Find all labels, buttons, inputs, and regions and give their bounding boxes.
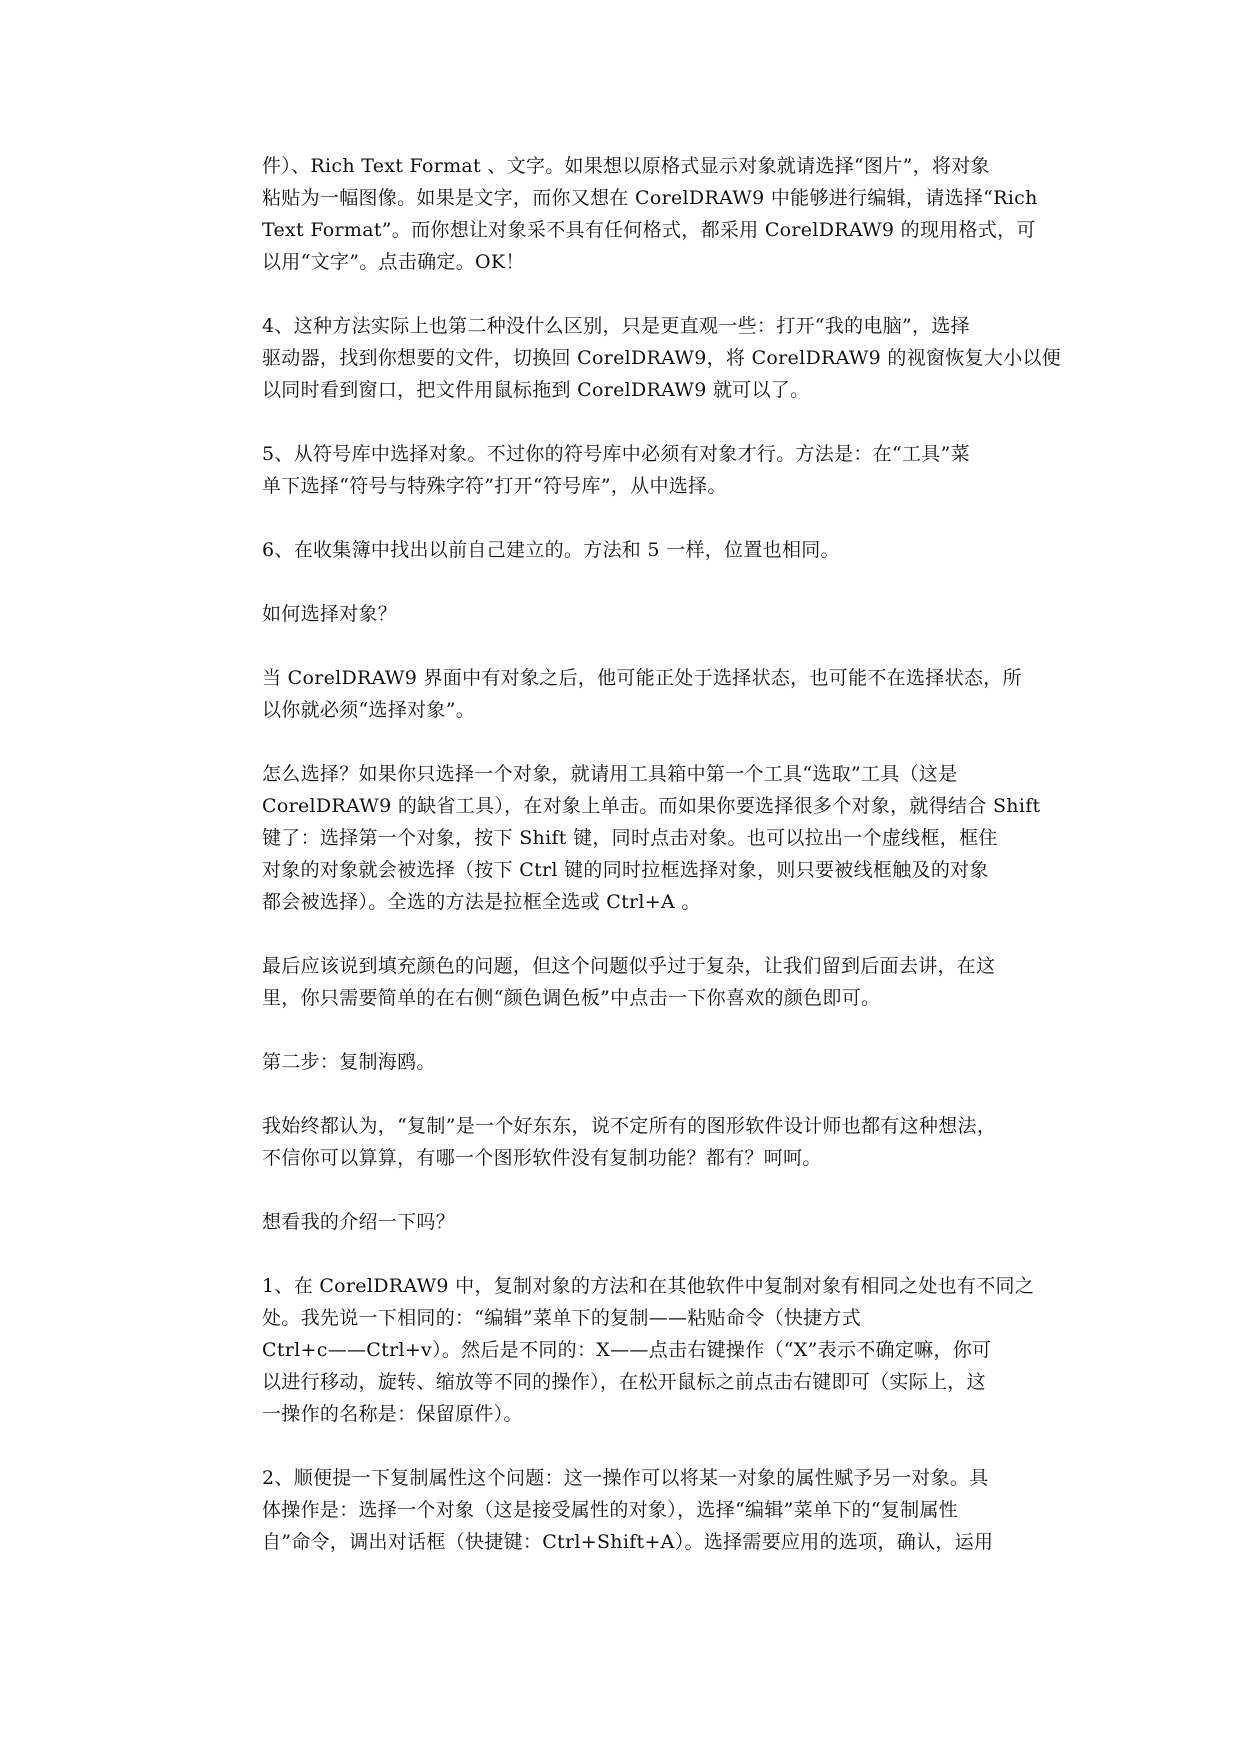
text-line: 最后应该说到填充颜色的问题，但这个问题似乎过于复杂，让我们留到后面去讲，在这 <box>262 955 996 977</box>
text-line: 怎么选择？如果你只选择一个对象，就请用工具箱中第一个工具“选取”工具（这是 <box>262 763 958 785</box>
text-line: CorelDRAW9 的缺省工具），在对象上单击。而如果你要选择很多个对象，就得结合 Shift <box>262 795 1041 817</box>
paragraph <box>262 598 1062 630</box>
paragraph <box>262 438 1062 502</box>
text-line: 如何选择对象？ <box>262 603 398 625</box>
document-body <box>262 150 1062 1590</box>
text-line: 想看我的介绍一下吗？ <box>262 1211 456 1233</box>
text-line: Ctrl+c——Ctrl+v）。然后是不同的：X——点击右键操作（“X”表示不确定嘛，你可 <box>262 1339 992 1361</box>
text-line: 5、从符号库中选择对象。不过你的符号库中必须有对象才行。方法是：在“工具”菜 <box>262 443 970 465</box>
text-line: 体操作是：选择一个对象（这是接受属性的对象），选择“编辑”菜单下的“复制属性 <box>262 1499 959 1521</box>
text-line: 都会被选择）。全选的方法是拉框全选或 Ctrl+A 。 <box>262 891 701 913</box>
text-line: 不信你可以算算，有哪一个图形软件没有复制功能？都有？呵呵。 <box>262 1147 822 1169</box>
text-line: Text Format”。而你想让对象采不具有任何格式，都采用 CorelDRAW9 的现用格式，可 <box>262 219 1036 241</box>
text-line: 以同时看到窗口，把文件用鼠标拖到 CorelDRAW9 就可以了。 <box>262 379 810 401</box>
text-line: 件）、Rich Text Format 、文字。如果想以原格式显示对象就请选择“图片”，将对象 <box>262 155 990 177</box>
text-line: 当 CorelDRAW9 界面中有对象之后，他可能正处于选择状态，也可能不在选择状态，所 <box>262 667 1022 689</box>
paragraph <box>262 150 1062 278</box>
text-line: 对象的对象就会被选择（按下 Ctrl 键的同时拉框选择对象，则只要被线框触及的对象 <box>262 859 989 881</box>
text-line: 4、这种方法实际上也第二种没什么区别，只是更直观一些：打开“我的电脑”，选择 <box>262 315 970 337</box>
text-line: 我始终都认为，“复制”是一个好东东，说不定所有的图形软件设计师也都有这种想法， <box>262 1115 997 1137</box>
text-line: 以用“文字”。点击确定。OK！ <box>262 251 525 273</box>
text-line: 第二步：复制海鸥。 <box>262 1051 436 1073</box>
text-line: 1、在 CorelDRAW9 中，复制对象的方法和在其他软件中复制对象有相同之处也有不同之 <box>262 1275 1035 1297</box>
text-line: 6、在收集簿中找出以前自己建立的。方法和 5 一样，位置也相同。 <box>262 539 840 561</box>
text-line: 处。我先说一下相同的：“编辑”菜单下的复制——粘贴命令（快捷方式 <box>262 1307 862 1329</box>
paragraph <box>262 1046 1062 1078</box>
text-line: 驱动器，找到你想要的文件，切换回 CorelDRAW9，将 CorelDRAW9 的视窗恢复大小以便 <box>262 347 1062 369</box>
paragraph <box>262 1110 1062 1174</box>
text-line: 以进行移动，旋转、缩放等不同的操作），在松开鼠标之前点击右键即可（实际上，这 <box>262 1371 986 1393</box>
text-line: 键了：选择第一个对象，按下 Shift 键，同时点击对象。也可以拉出一个虚线框，框住 <box>262 827 998 849</box>
paragraph <box>262 758 1062 918</box>
paragraph <box>262 1270 1062 1430</box>
text-line: 2、顺便提一下复制属性这个问题：这一操作可以将某一对象的属性赋予另一对象。具 <box>262 1467 989 1489</box>
text-line: 单下选择“符号与特殊字符”打开“符号库”，从中选择。 <box>262 475 727 497</box>
paragraph <box>262 662 1062 726</box>
paragraph <box>262 1206 1062 1238</box>
paragraph <box>262 310 1062 406</box>
text-line: 里，你只需要简单的在右侧“颜色调色板”中点击一下你喜欢的颜色即可。 <box>262 987 881 1009</box>
paragraph <box>262 950 1062 1014</box>
paragraph <box>262 1462 1062 1558</box>
paragraph <box>262 534 1062 566</box>
text-line: 自”命令，调出对话框（快捷键：Ctrl+Shift+A）。选择需要应用的选项，确认，运用 <box>262 1531 994 1553</box>
text-line: 以你就必须“选择对象”。 <box>262 699 476 721</box>
text-line: 粘贴为一幅图像。如果是文字，而你又想在 CorelDRAW9 中能够进行编辑，请选择“Rich <box>262 187 1038 209</box>
text-line: 一操作的名称是：保留原件）。 <box>262 1403 523 1425</box>
